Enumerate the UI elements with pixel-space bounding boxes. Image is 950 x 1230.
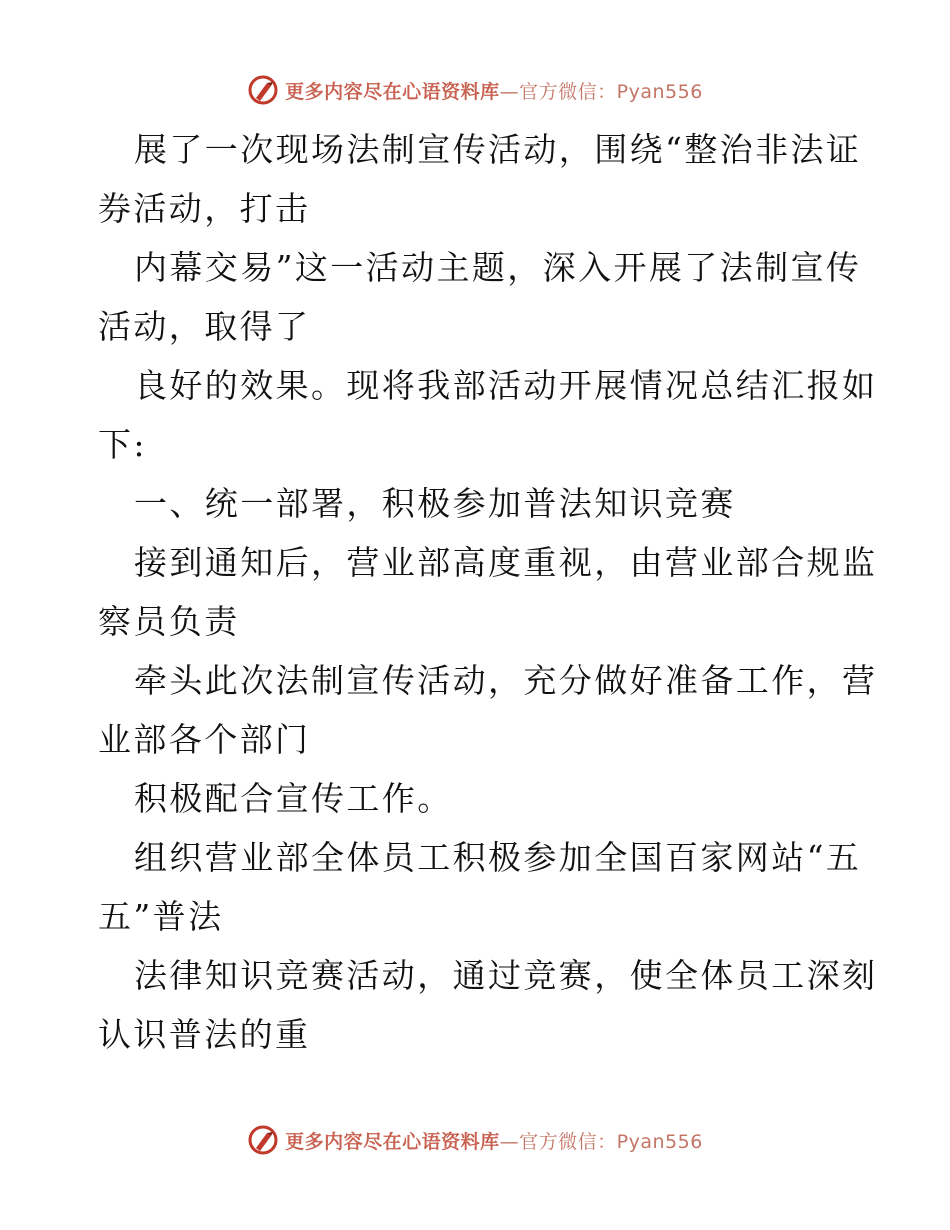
pen-circle-logo-icon [247, 74, 279, 106]
header-banner-main: 更多内容尽在心语资料库 [285, 80, 500, 103]
pen-circle-logo-icon [247, 1124, 279, 1156]
footer-banner-wechat: 官方微信：Pyan556 [519, 1130, 703, 1153]
body-text-line: 牵头此次法制宣传活动，充分做好准备工作，营 [134, 661, 878, 700]
header-banner-text [285, 77, 703, 104]
body-text-line: 法律知识竞赛活动，通过竞赛，使全体员工深刻 [134, 956, 878, 995]
footer-banner-main: 更多内容尽在心语资料库 [285, 1130, 500, 1153]
body-text-line: 组织营业部全体员工积极参加全国百家网站“五 [134, 838, 862, 877]
footer-banner-dash: — [499, 1130, 520, 1153]
body-text-line: 察员负责 [98, 602, 240, 641]
header-banner-wechat: 官方微信：Pyan556 [519, 80, 703, 103]
footer-banner-text [285, 1127, 703, 1154]
body-text-line: 展了一次现场法制宣传活动，围绕“整治非法证 [134, 130, 862, 169]
footer-banner [0, 1120, 950, 1160]
body-text-line: 认识普法的重 [98, 1015, 311, 1054]
body-text-line: 一、统一部署，积极参加普法知识竞赛 [134, 484, 736, 523]
body-text-line: 良好的效果。现将我部活动开展情况总结汇报如 [134, 366, 878, 405]
body-text-line: 券活动，打击 [98, 189, 311, 228]
header-banner [0, 70, 950, 110]
document-body [98, 120, 878, 1064]
body-text-line: 下: [98, 425, 147, 464]
body-text-line: 五”普法 [98, 897, 224, 936]
body-text-line: 接到通知后，营业部高度重视，由营业部合规监 [134, 543, 878, 582]
body-text-line: 积极配合宣传工作。 [134, 779, 453, 818]
body-text-line: 活动，取得了 [98, 307, 311, 346]
header-banner-dash: — [499, 80, 520, 103]
body-text-line: 业部各个部门 [98, 720, 311, 759]
body-text-line: 内幕交易”这一活动主题，深入开展了法制宣传 [134, 248, 862, 287]
